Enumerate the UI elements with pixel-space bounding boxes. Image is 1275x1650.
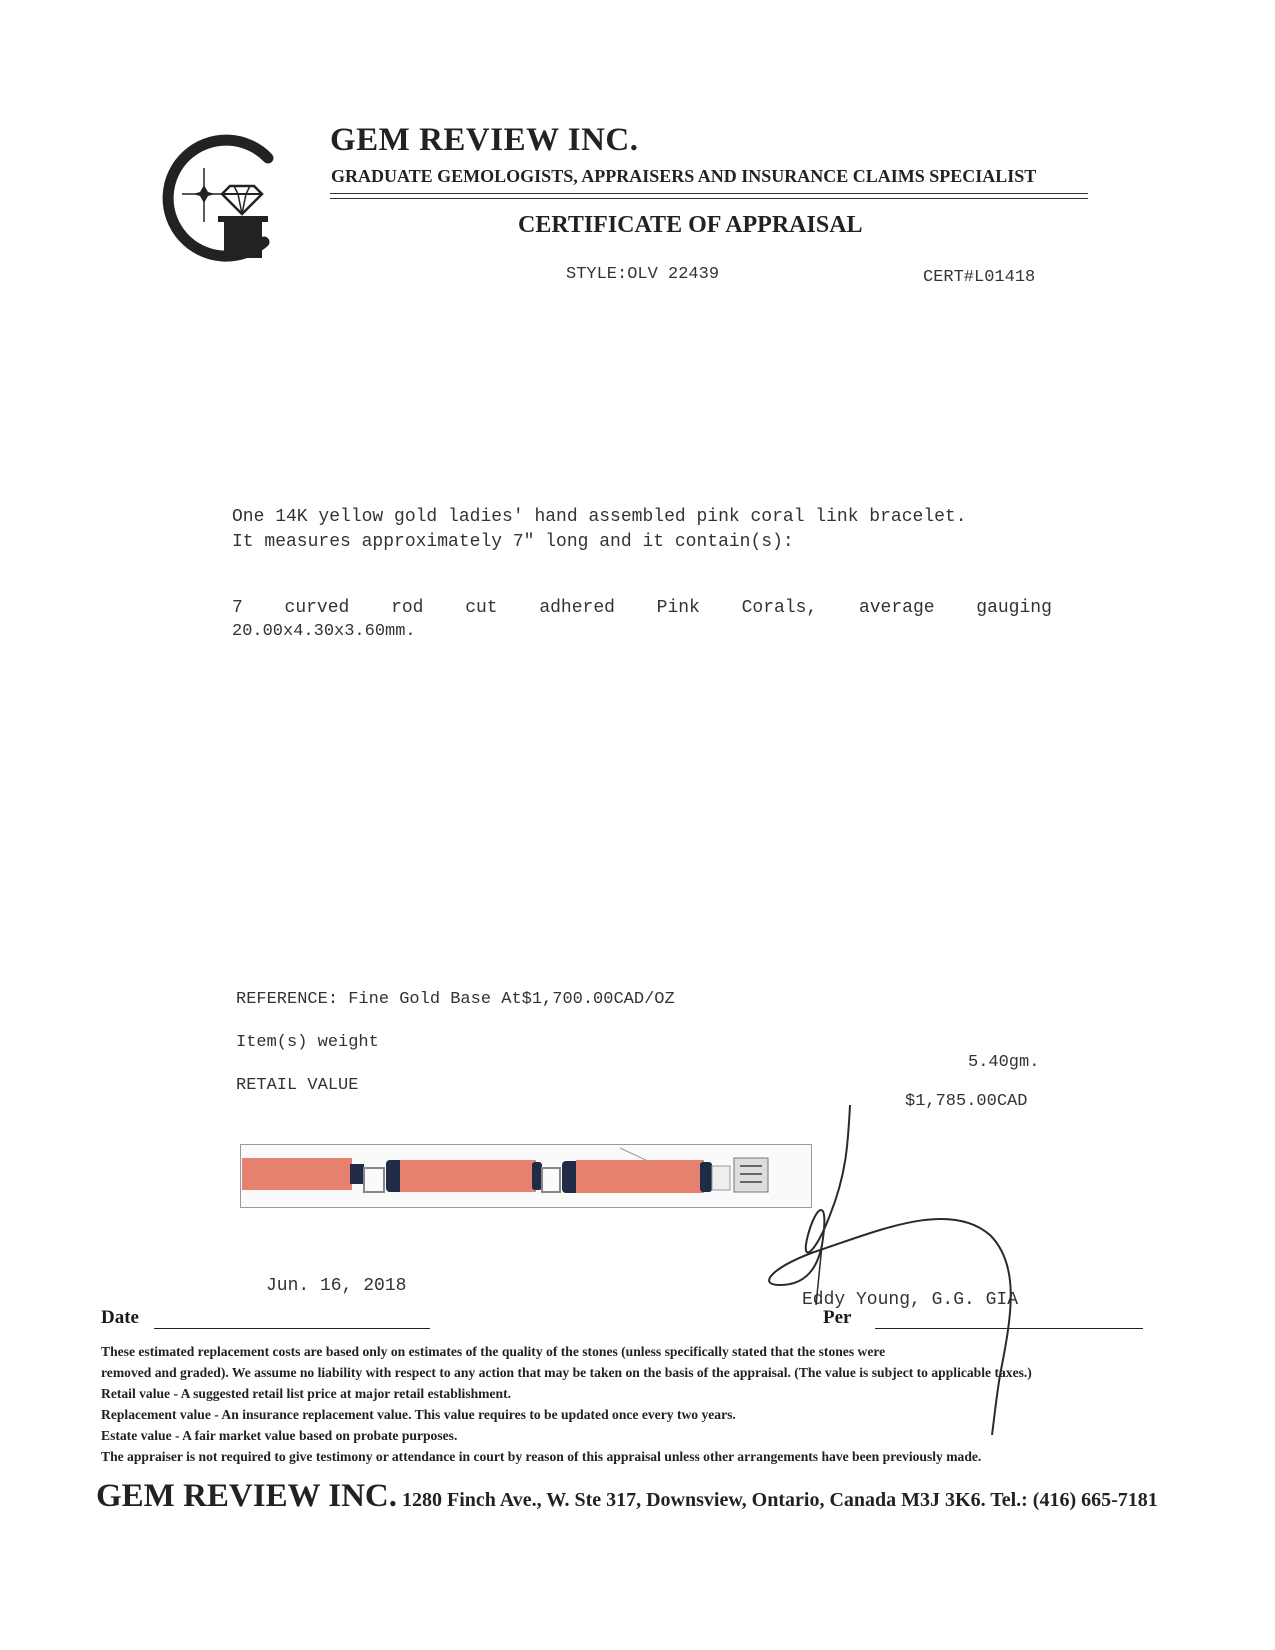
style-code: STYLE:OLV 22439 [566, 265, 720, 284]
appraisal-date: Jun. 16, 2018 [266, 1276, 407, 1296]
date-label: Date [101, 1307, 139, 1328]
company-logo [160, 130, 280, 270]
stone-word: adhered [539, 598, 615, 618]
disclaimer-line: These estimated replacement costs are based only on estimates of the quality of the stones (unless specifically stated that the stones were [101, 1344, 886, 1359]
stone-word: cut [465, 598, 498, 618]
stone-word: average [858, 598, 935, 618]
date-signature-line [154, 1328, 430, 1329]
appraiser-name: Eddy Young, G.G. GIA [802, 1290, 1019, 1310]
per-label: Per [823, 1307, 852, 1328]
description-line-2: It measures approximately 7" long and it contain(s): [232, 532, 794, 552]
disclaimer-line: removed and graded). We assume no liability with respect to any action that may be taken on the basis of the appraisal. (The value is subject to applicable taxes.) [101, 1365, 1032, 1380]
bracelet-photo [240, 1144, 812, 1208]
appraiser-signature [760, 1105, 1060, 1435]
disclaimer-line: Retail value - A suggested retail list price at major retail establishment. [101, 1386, 512, 1401]
retail-value-amount: $1,785.00CAD [905, 1092, 1028, 1111]
description-line-1: One 14K yellow gold ladies' hand assembled pink coral link bracelet. [232, 507, 967, 527]
footer-address: 1280 Finch Ave., W. Ste 317, Downsview, Ontario, Canada M3J 3K6. Tel.: (416) 665-7181 [397, 1489, 1158, 1511]
disclaimer-line: Estate value - A fair market value based on probate purposes. [101, 1428, 458, 1443]
header-rule-2 [330, 198, 1088, 199]
stone-word: gauging [976, 598, 1052, 618]
certificate-number: CERT#L01418 [923, 268, 1036, 287]
stones-description-line-1 [232, 598, 1052, 618]
header-rule [330, 193, 1088, 194]
footer-company-name: GEM REVIEW INC. [96, 1478, 398, 1514]
retail-value-label: RETAIL VALUE [236, 1076, 359, 1095]
disclaimer-line: Replacement value - An insurance replacement value. This value requires to be updated once every two years. [101, 1407, 736, 1422]
footer [96, 1478, 1158, 1515]
stone-word: rod [391, 598, 424, 618]
stone-word: Pink [656, 598, 700, 618]
company-tagline: GRADUATE GEMOLOGISTS, APPRAISERS AND INSURANCE CLAIMS SPECIALIST [331, 166, 1037, 186]
company-name: GEM REVIEW INC. [330, 122, 639, 158]
weight-value: 5.40gm. [968, 1053, 1040, 1072]
stone-word: Corals, [741, 598, 818, 618]
stone-word: 7 [232, 598, 243, 618]
stone-word: curved [284, 598, 350, 618]
weight-label: Item(s) weight [236, 1033, 379, 1052]
disclaimer-line: The appraiser is not required to give testimony or attendance in court by reason of this appraisal unless other arrangements have been previously made. [101, 1449, 982, 1464]
gold-reference: REFERENCE: Fine Gold Base At$1,700.00CAD/OZ [236, 990, 675, 1009]
stones-description-line-2: 20.00x4.30x3.60mm. [232, 622, 416, 641]
document-title: CERTIFICATE OF APPRAISAL [518, 212, 863, 238]
